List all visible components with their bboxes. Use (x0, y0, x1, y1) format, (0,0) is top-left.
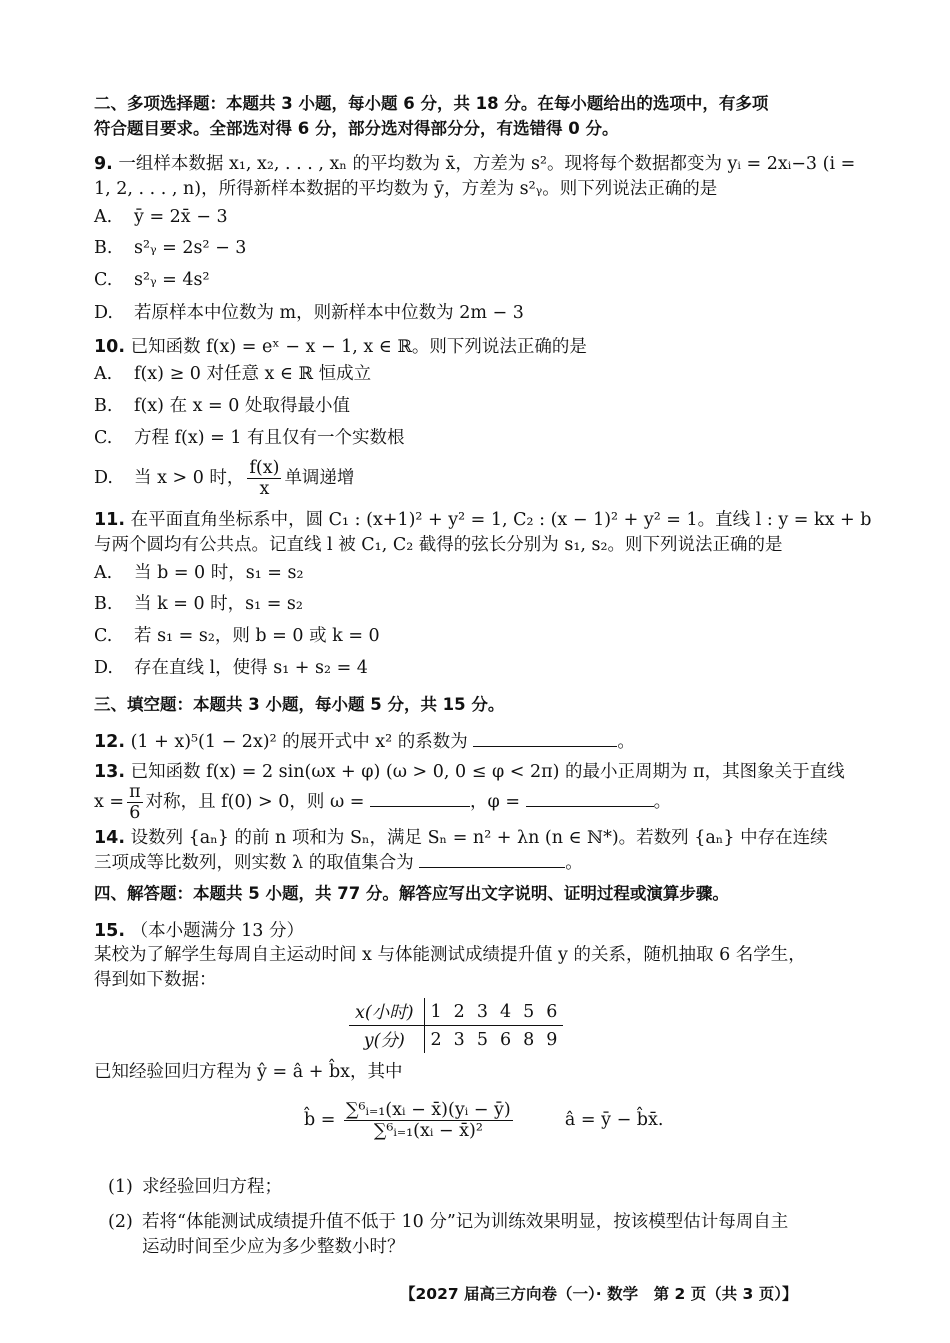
table-cell: 2 (448, 998, 471, 1026)
part-label: (1) (108, 1177, 133, 1197)
data-table (349, 998, 563, 1053)
question-9-number: 9. (94, 154, 113, 174)
table-cell: 5 (476, 1029, 488, 1050)
option-text: s²ᵧ = 4s² (134, 270, 210, 290)
answer-blank[interactable] (473, 730, 617, 747)
answer-blank-omega[interactable] (370, 790, 470, 807)
option-text-suffix: 单调递增 (284, 468, 355, 488)
option-letter: A. (94, 364, 113, 384)
option-text: 若原样本中位数为 m，则新样本中位数为 2m − 3 (134, 303, 524, 323)
question-11-number: 11. (94, 510, 126, 530)
question-11-line-1 (94, 508, 871, 532)
fraction-denominator: x (259, 479, 270, 499)
option-text: 方程 f(x) = 1 有且仅有一个实数根 (134, 428, 405, 448)
question-10-option-d (94, 458, 354, 499)
answer-blank-phi[interactable] (526, 790, 654, 807)
table-row-header: x(小时) (349, 998, 424, 1026)
table-cell: 3 (453, 1029, 465, 1050)
table-row (349, 998, 563, 1026)
formula-lhs: b̂ = (304, 1110, 336, 1130)
question-10-option-c (94, 426, 405, 450)
option-letter: D. (94, 468, 113, 488)
question-9-stem-1: 一组样本数据 x₁, x₂, . . . , xₙ 的平均数为 x̄，方差为 s²。现将每个数据都变为 yᵢ = 2xᵢ−3 (i = (118, 154, 856, 174)
question-9-option-c (94, 268, 210, 292)
table-cell: 9 (546, 1029, 558, 1050)
question-13-sep: ，φ = (470, 792, 520, 812)
option-text: f(x) ≥ 0 对任意 x ∈ ℝ 恒成立 (134, 364, 372, 384)
fraction (247, 458, 281, 499)
section-3-heading: 三、填空题：本题共 3 小题，每小题 5 分，共 15 分。 (94, 695, 505, 714)
page-footer: 【2027 届高三方向卷（一）· 数学 第 2 页（共 3 页）】 (400, 1285, 798, 1303)
table-cell: 6 (499, 1029, 512, 1050)
question-15-head (94, 919, 304, 943)
table-cell: 6 (540, 998, 563, 1026)
table-cell: 5 (517, 998, 540, 1026)
option-letter: B. (94, 594, 113, 614)
part-text-line-1: 若将“体能测试成绩提升值不低于 10 分”记为训练效果明显，按该模型估计每周自主 (142, 1212, 789, 1232)
fraction (127, 782, 143, 823)
question-14-stem-1: 设数列 {aₙ} 的前 n 项和为 Sₙ，满足 Sₙ = n² + λn (n ∈ ℕ*)。若数列 {aₙ} 中存在连续 (130, 828, 828, 848)
question-11-option-c (94, 624, 380, 648)
question-15-part-1 (108, 1175, 282, 1199)
question-11-line-2: 与两个圆均有公共点。记直线 l 被 C₁, C₂ 截得的弦长分别为 s₁, s₂。则下列说法正确的是 (94, 535, 783, 555)
option-letter: C. (94, 270, 113, 290)
option-letter: B. (94, 396, 113, 416)
question-13-x-eq: x = (94, 792, 125, 812)
question-14-stem-2: 三项成等比数列，则实数 λ 的取值集合为 (94, 853, 414, 873)
question-13-line-1 (94, 760, 845, 784)
question-12 (94, 730, 635, 754)
option-text: s²ᵧ = 2s² − 3 (134, 238, 247, 258)
table-cell: 2 (430, 1029, 442, 1050)
question-10-stem: 已知函数 f(x) = eˣ − x − 1, x ∈ ℝ。则下列说法正确的是 (130, 337, 587, 357)
question-13-end: 。 (653, 792, 672, 812)
table-row (349, 1026, 563, 1054)
question-11-option-d (94, 656, 368, 680)
question-11-option-a (94, 561, 304, 585)
option-letter: D. (94, 658, 113, 678)
formula-fraction (344, 1100, 513, 1141)
question-14-line-1 (94, 826, 828, 850)
question-13-number: 13. (94, 762, 126, 782)
section-2-heading-line-2: 符合题目要求。全部选对得 6 分，部分选对得部分分，有选错得 0 分。 (94, 119, 619, 138)
question-12-stem: (1 + x)⁵(1 − 2x)² 的展开式中 x² 的系数为 (130, 732, 468, 752)
formula-rhs: â = ȳ − b̂x̄. (564, 1110, 664, 1130)
question-15-part-2 (108, 1210, 788, 1234)
question-13-line-2 (94, 782, 671, 823)
part-label: (2) (108, 1212, 133, 1232)
question-10-option-b (94, 394, 350, 418)
question-14-line-2 (94, 851, 583, 875)
option-text: 存在直线 l，使得 s₁ + s₂ = 4 (134, 658, 368, 678)
question-14-end: 。 (565, 853, 583, 873)
question-10-line-1 (94, 335, 587, 359)
fraction-numerator: ∑⁶ᵢ₌₁(xᵢ − x̄)(yᵢ − ȳ) (346, 1100, 511, 1120)
regression-formula (304, 1100, 663, 1141)
question-12-number: 12. (94, 732, 126, 752)
question-9-option-a (94, 205, 228, 229)
option-text: 若 s₁ = s₂，则 b = 0 或 k = 0 (134, 626, 380, 646)
fraction-numerator: f(x) (249, 458, 280, 478)
question-10-number: 10. (94, 337, 126, 357)
question-15-line-2: 得到如下数据： (94, 970, 217, 990)
option-letter: A. (94, 563, 113, 583)
question-13-mid: 对称，且 f(0) > 0，则 ω = (145, 792, 365, 812)
option-text-prefix: 当 x > 0 时， (134, 468, 245, 488)
question-11-option-b (94, 592, 303, 616)
table-cell: 3 (471, 998, 494, 1026)
fraction-denominator: ∑⁶ᵢ₌₁(xᵢ − x̄)² (373, 1121, 483, 1141)
option-text: 当 k = 0 时，s₁ = s₂ (134, 594, 303, 614)
question-15-number: 15. (94, 921, 126, 941)
question-10-option-a (94, 362, 371, 386)
question-14-number: 14. (94, 828, 126, 848)
option-letter: D. (94, 303, 113, 323)
question-15-line-3: 已知经验回归方程为 ŷ = â + b̂x，其中 (94, 1062, 403, 1082)
option-letter: C. (94, 428, 113, 448)
question-15-line-1: 某校为了解学生每周自主运动时间 x 与体能测试成绩提升值 y 的关系，随机抽取 6 名学生， (94, 945, 806, 965)
section-4-heading: 四、解答题：本题共 5 小题，共 77 分。解答应写出文字说明、证明过程或演算步骤。 (94, 884, 729, 903)
option-text: f(x) 在 x = 0 处取得最小值 (134, 396, 350, 416)
question-11-stem-1: 在平面直角坐标系中，圆 C₁ : (x+1)² + y² = 1, C₂ : (x − 1)² + y² = 1。直线 l : y = kx + b (130, 510, 872, 530)
option-letter: C. (94, 626, 113, 646)
question-13-stem-1: 已知函数 f(x) = 2 sin(ωx + φ) (ω > 0, 0 ≤ φ < 2π) 的最小正周期为 π，其图象关于直线 (130, 762, 845, 782)
table-cell: 4 (494, 998, 517, 1026)
question-15-part-2-line-2: 运动时间至少应为多少整数小时？ (142, 1237, 405, 1257)
part-text: 求经验回归方程； (142, 1177, 282, 1197)
table-cell: 1 (424, 998, 448, 1026)
question-15-points: （本小题满分 13 分） (130, 921, 304, 941)
table-row-header: y(分) (349, 1026, 424, 1054)
section-2-heading-line-1: 二、多项选择题：本题共 3 小题，每小题 6 分，共 18 分。在每小题给出的选项中，有多项 (94, 94, 769, 113)
question-9-option-d (94, 301, 524, 325)
option-letter: A. (94, 207, 113, 227)
option-letter: B. (94, 238, 113, 258)
option-text: ȳ = 2x̄ − 3 (134, 207, 228, 227)
question-9-line-1 (94, 152, 855, 176)
answer-blank[interactable] (419, 851, 565, 868)
question-9-line-2: 1, 2, . . . , n)，所得新样本数据的平均数为 ȳ，方差为 s²ᵧ。则下列说法正确的是 (94, 179, 718, 199)
fraction-numerator: π (129, 782, 141, 802)
question-12-end: 。 (617, 732, 635, 752)
option-text: 当 b = 0 时，s₁ = s₂ (134, 563, 304, 583)
question-9-option-b (94, 236, 246, 260)
fraction-denominator: 6 (129, 803, 141, 823)
table-cell: 8 (523, 1029, 535, 1050)
